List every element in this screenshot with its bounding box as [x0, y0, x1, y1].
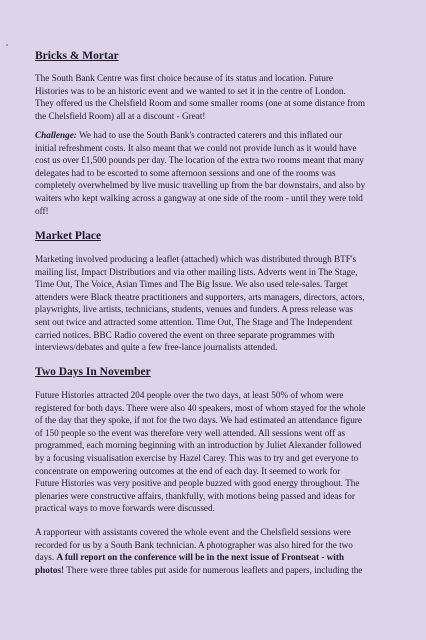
text-line: carried notices. BBC Radio covered the event on three separate programmes with	[35, 329, 335, 340]
text-run: There were three tables put aside for numerous leaflets and papers, including the	[64, 564, 363, 575]
text-line	[35, 551, 399, 564]
text-line: plenaries were constructive affairs, thankfully, with motions being passed and ideas for	[35, 490, 355, 501]
text-line: practical ways to move forwards were discussed.	[35, 503, 215, 514]
paragraph-challenge	[35, 129, 399, 217]
photos-note: photos!	[35, 564, 65, 575]
text-line: waiters who kept walking across a gangway at one side of the room - until they were told	[35, 192, 363, 203]
text-line: Marketing involved producing a leaflet (attached) which was distributed through BTF's	[35, 254, 357, 264]
text-line: Histories was to be an historic event and we wanted to set it in the centre of London.	[35, 85, 346, 96]
text-line: attenders were Black theatre practitioners and supporters, arts managers, directors, actors,	[35, 291, 365, 302]
text-line: the Chelsfield Room) all at a discount - Great!	[35, 110, 206, 121]
text-line: They offered us the Chelsfield Room and some smaller rooms (one at some distance from	[35, 98, 365, 109]
text-line: programmed, each morning beginning with an introduction by Juliet Alexander followed	[35, 440, 362, 451]
text-line: sent out twice and attracted some attention. Time Out, The Stage and The Independent	[35, 316, 353, 327]
paragraph-attendance	[35, 389, 399, 515]
text-line	[35, 129, 399, 142]
text-line: Future Histories attracted 204 people over the two days, at least 50% of whom were	[35, 390, 344, 400]
text-line: playwrights, live artists, technicians, students, venues and funders. A press release was	[35, 304, 353, 315]
text-line: The South Bank Centre was first choice because of its status and location. Future	[35, 73, 334, 83]
text-line: Time Out, The Voice, Asian Times and The Big Issue. We also used tele-sales. Target	[35, 279, 348, 290]
text-line: by a focusing visualisation exercise by Hazel Carey. This was to try and get everyone to	[35, 452, 359, 463]
text-run: days.	[35, 552, 57, 563]
text-line: cost us over £1,500 pounds per day. The location of the extra two rooms meant that many	[35, 155, 364, 166]
paragraph-south-bank	[35, 72, 399, 122]
text-run: We had to use the South Bank's contracted caterers and this inflated our	[76, 130, 343, 140]
text-line: registered for both days. There were also 40 speakers, most of whom stayed for the whole	[35, 402, 366, 413]
text-line: concentrate on empowering outcomes at the end of each day. It seemed to work for	[35, 465, 341, 476]
text-line: of the day that they spoke, if not for the two days. We had estimated an attendance figure	[35, 415, 362, 426]
text-line: initial refreshment costs. It also meant that we could not provide lunch as it would have	[35, 142, 357, 153]
challenge-label: Challenge:	[35, 130, 77, 140]
text-line: Future Histories was very positive and people buzzed with good energy throughout. The	[35, 478, 360, 489]
text-line: off!	[35, 205, 49, 216]
section-heading-bricks-mortar: Bricks & Mortar	[35, 50, 119, 62]
paragraph-marketing	[35, 253, 399, 354]
text-line: mailing list, Impact Distributiors and via other mailing lists. Adverts went in The Stage,	[35, 266, 358, 277]
text-line: recorded for us by a South Bank technician. A photographer was also hired for the two	[35, 539, 353, 550]
section-heading-market-place: Market Place	[35, 230, 102, 242]
text-line: interviews/debates and quite a few free-lance journalists attended.	[35, 342, 278, 353]
text-line: A rapporteur with assistants covered the whole event and the Chelsfield sessions were	[35, 527, 351, 537]
frontseat-report-note: A full report on the conference will be in the next issue of Frontseat - with	[56, 552, 345, 563]
section-heading-two-days: Two Days In November	[35, 366, 151, 378]
paragraph-rapporteur	[35, 526, 399, 576]
text-line	[35, 564, 399, 577]
text-line: delegates had to be escorted to some afternoon sessions and one of the rooms was	[35, 167, 336, 178]
text-line: completely overwhelmed by live music travelling up from the bar downstairs, and also by	[35, 180, 366, 191]
margin-speck	[6, 44, 8, 46]
text-line: of 150 people so the event was therefore very well attended. All sessions went off as	[35, 427, 346, 438]
